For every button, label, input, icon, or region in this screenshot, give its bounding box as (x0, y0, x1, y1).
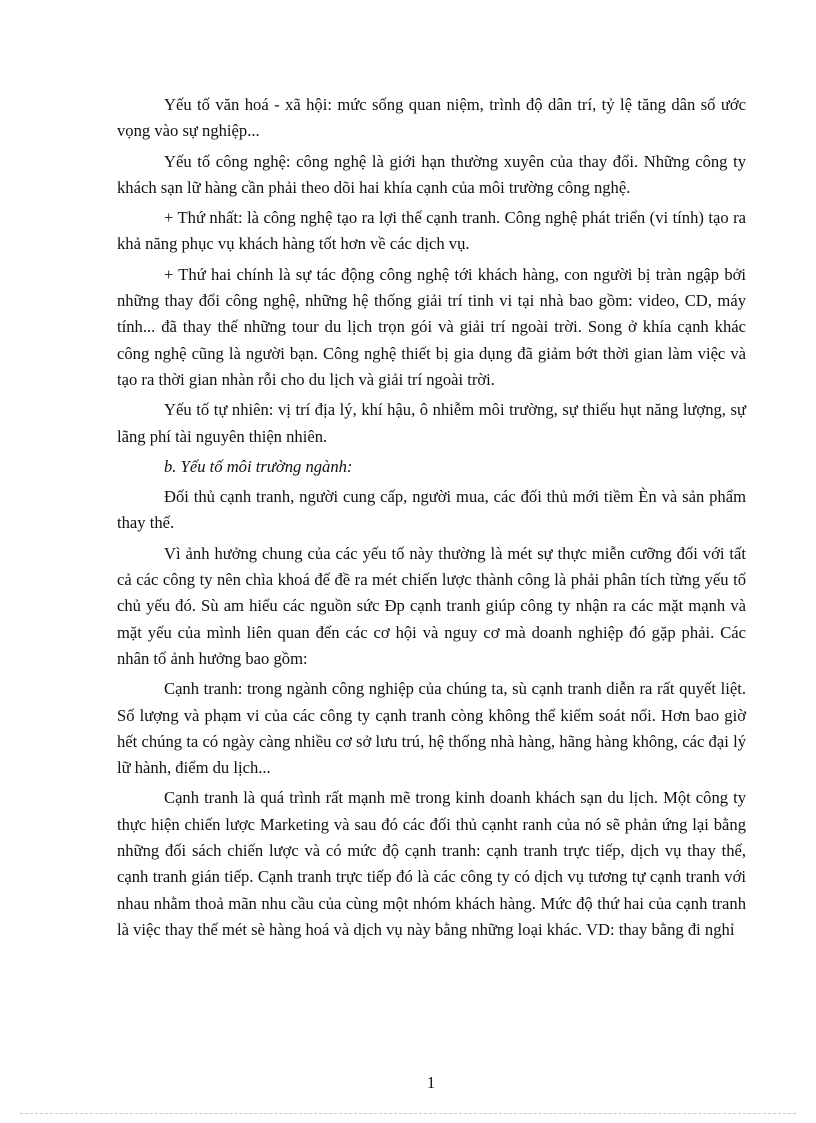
footer-divider (20, 1113, 796, 1114)
section-heading-b: b. Yếu tố môi trường ngành: (164, 456, 353, 476)
paragraph-first-point: + Thứ nhất: là công nghệ tạo ra lợi thế cạnh tranh. Công nghệ phát triển (vi tính) tạo ra khả năng phục vụ khách hàng tốt hơn về các dịch vụ. (117, 208, 746, 254)
paragraph-competitors: Đối thủ cạnh tranh, người cung cấp, người mua, các đối thủ mới tiềm Èn và sản phẩm thay thế. (117, 487, 746, 533)
paragraph-second-point: + Thứ hai chính là sự tác động công nghệ tới khách hàng, con người bị tràn ngập bởi những thay đổi công nghệ, những hệ thống giải trí tinh vi tại nhà bao gồm: video, CD, máy tính... đã thay thế những tour du lịch trọn gói và giải trí ngoài trời. Song ở khía cạnh khác công nghệ cũng là người bạn. Công nghệ thiết bị gia dụng đã giảm bớt thời gian làm việc và tạo ra thời gian nhàn rỗi cho du lịch và giải trí ngoài trời. (117, 264, 746, 389)
page-number: 1 (426, 1073, 436, 1092)
paragraph-competition-process: Cạnh tranh là quá trình rất mạnh mẽ trong kinh doanh khách sạn du lịch. Một công ty thực hiện chiến lược Marketing và sau đó các đối thủ cạnht ranh của nó sẽ phản ứng lại bằng những đối sách chiến lược và có mức độ cạnh tranh: cạnh tranh trực tiếp, dịch vụ thay thế, cạnh tranh gián tiếp. Cạnh tranh trực tiếp đó là các công ty có dịch vụ tương tự cạnh tranh với nhau nhằm thoả mãn nhu cầu của cùng một nhóm khách hàng. Mức độ thứ hai của cạnh tranh là việc thay thế mét sè hàng hoá và dịch vụ này bằng những loại khác. VD: thay bằng đi nghỉ (117, 788, 746, 939)
paragraph-nature: Yếu tố tự nhiên: vị trí địa lý, khí hậu, ô nhiễm môi trường, sự thiếu hụt năng lượng, sự lãng phí tài nguyên thiện nhiên. (117, 400, 746, 446)
paragraph-influence: Vì ảnh hưởng chung của các yếu tố này thường là mét sự thực miễn cưỡng đối với tất cả các công ty nên chìa khoá để đề ra mét chiến lược thành công là phải phân tích từng yếu tố chủ yếu đó. Sù am hiểu các nguồn sức Ðp cạnh tranh giúp công ty nhận ra các mặt mạnh và mặt yếu của mình liên quan đến các cơ hội và nguy cơ mà doanh nghiệp đó gặp phải. Các nhân tố ảnh hưởng bao gồm: (117, 543, 746, 668)
paragraph-technology: Yếu tố công nghệ: công nghệ là giới hạn thường xuyên của thay đổi. Những công ty khách sạn lữ hàng cần phải theo dõi hai khía cạnh của môi trường công nghệ. (117, 151, 746, 197)
paragraph-competition: Cạnh tranh: trong ngành công nghiệp của chúng ta, sù cạnh tranh diễn ra rất quyết liệt. Số lượng và phạm vi của các công ty cạnh tranh còng không thể kiểm soát nổi. Hơn bao giờ hết chúng ta có ngày càng nhiều cơ sở lưu trú, hệ thống nhà hàng, hãng hàng không, các đại lý lữ hành, điểm du lịch... (117, 679, 746, 778)
paragraph-culture: Yếu tố văn hoá - xã hội: mức sống quan niệm, trình độ dân trí, tỷ lệ tăng dân số ước vọng vào sự nghiệp... (117, 95, 746, 141)
document-body (117, 92, 746, 947)
